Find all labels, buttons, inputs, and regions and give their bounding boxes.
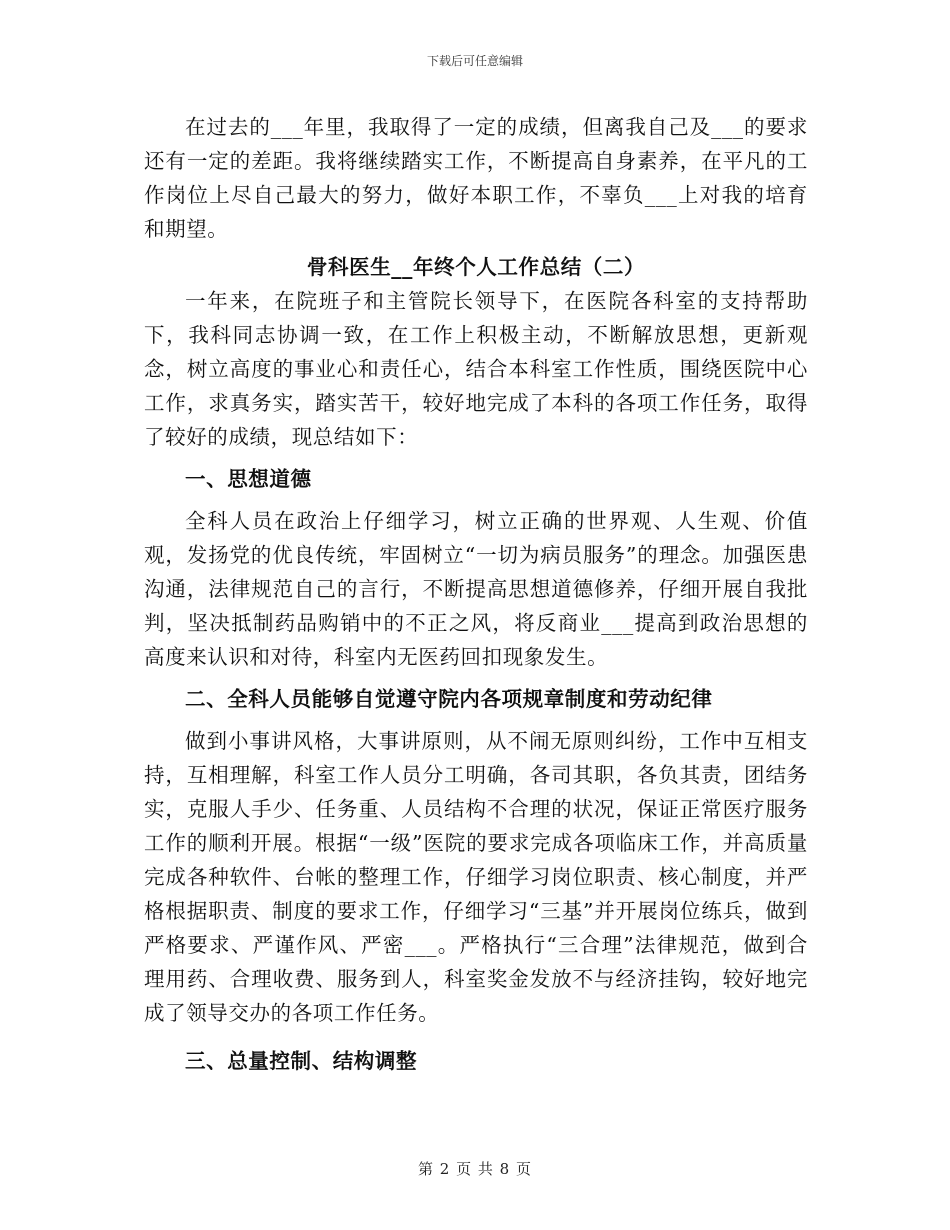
paragraph-intro: 一年来，在院班子和主管院长领导下，在医院各科室的支持帮助下，我科同志协调一致，在工作上积极主动，不断解放思想，更新观念，树立高度的事业心和责任心，结合本科室工作性质，围绕医院中心工作，求真务实，踏实苦干，较好地完成了本科的各项工作任务，取得了较好的成绩，现总结如下： [144,289,808,449]
section-title: 骨科医生__年终个人工作总结（二） [306,255,646,279]
heading-structure: 三、总量控制、结构调整 [185,1049,418,1073]
paragraph-ideology: 全科人员在政治上仔细学习，树立正确的世界观、人生观、价值观，发扬党的优良传统，牢固树立“一切为病员服务”的理念。加强医患沟通，法律规范自己的言行，不断提高思想道德修养，仔细开展自我批判，坚决抵制药品购销中的不正之风，将反商业___提高到政治思想的高度来认识和对待，科室内无医药回扣现象发生。 [144,509,808,669]
heading-discipline: 二、全科人员能够自觉遵守院内各项规章制度和劳动纪律 [185,687,713,711]
page-number: 第 2 页 共 8 页 [418,1160,532,1178]
page-header-note: 下载后可任意编辑 [426,54,523,68]
document-body [144,110,808,1078]
paragraph-discipline: 做到小事讲风格，大事讲原则，从不闹无原则纠纷，工作中互相支持，互相理解，科室工作人员分工明确，各司其职，各负其责，团结务实，克服人手少、任务重、人员结构不合理的状况，保证正常医疗服务工作的顺利开展。根据“一级”医院的要求完成各项临床工作，并高质量完成各种软件、台帐的整理工作，仔细学习岗位职责、核心制度，并严格根据职责、制度的要求工作，仔细学习“三基”并开展岗位练兵，做到严格要求、严谨作风、严密___。严格执行“三合理”法律规范，做到合理用药、合理收费、服务到人，科室奖金发放不与经济挂钩，较好地完成了领导交办的各项工作任务。 [144,729,808,1025]
paragraph-closing: 在过去的___年里，我取得了一定的成绩，但离我自己及___的要求还有一定的差距。我将继续踏实工作，不断提高自身素养，在平凡的工作岗位上尽自己最大的努力，做好本职工作，不辜负___上对我的培育和期望。 [144,115,808,241]
heading-ideology: 一、思想道德 [185,467,312,491]
